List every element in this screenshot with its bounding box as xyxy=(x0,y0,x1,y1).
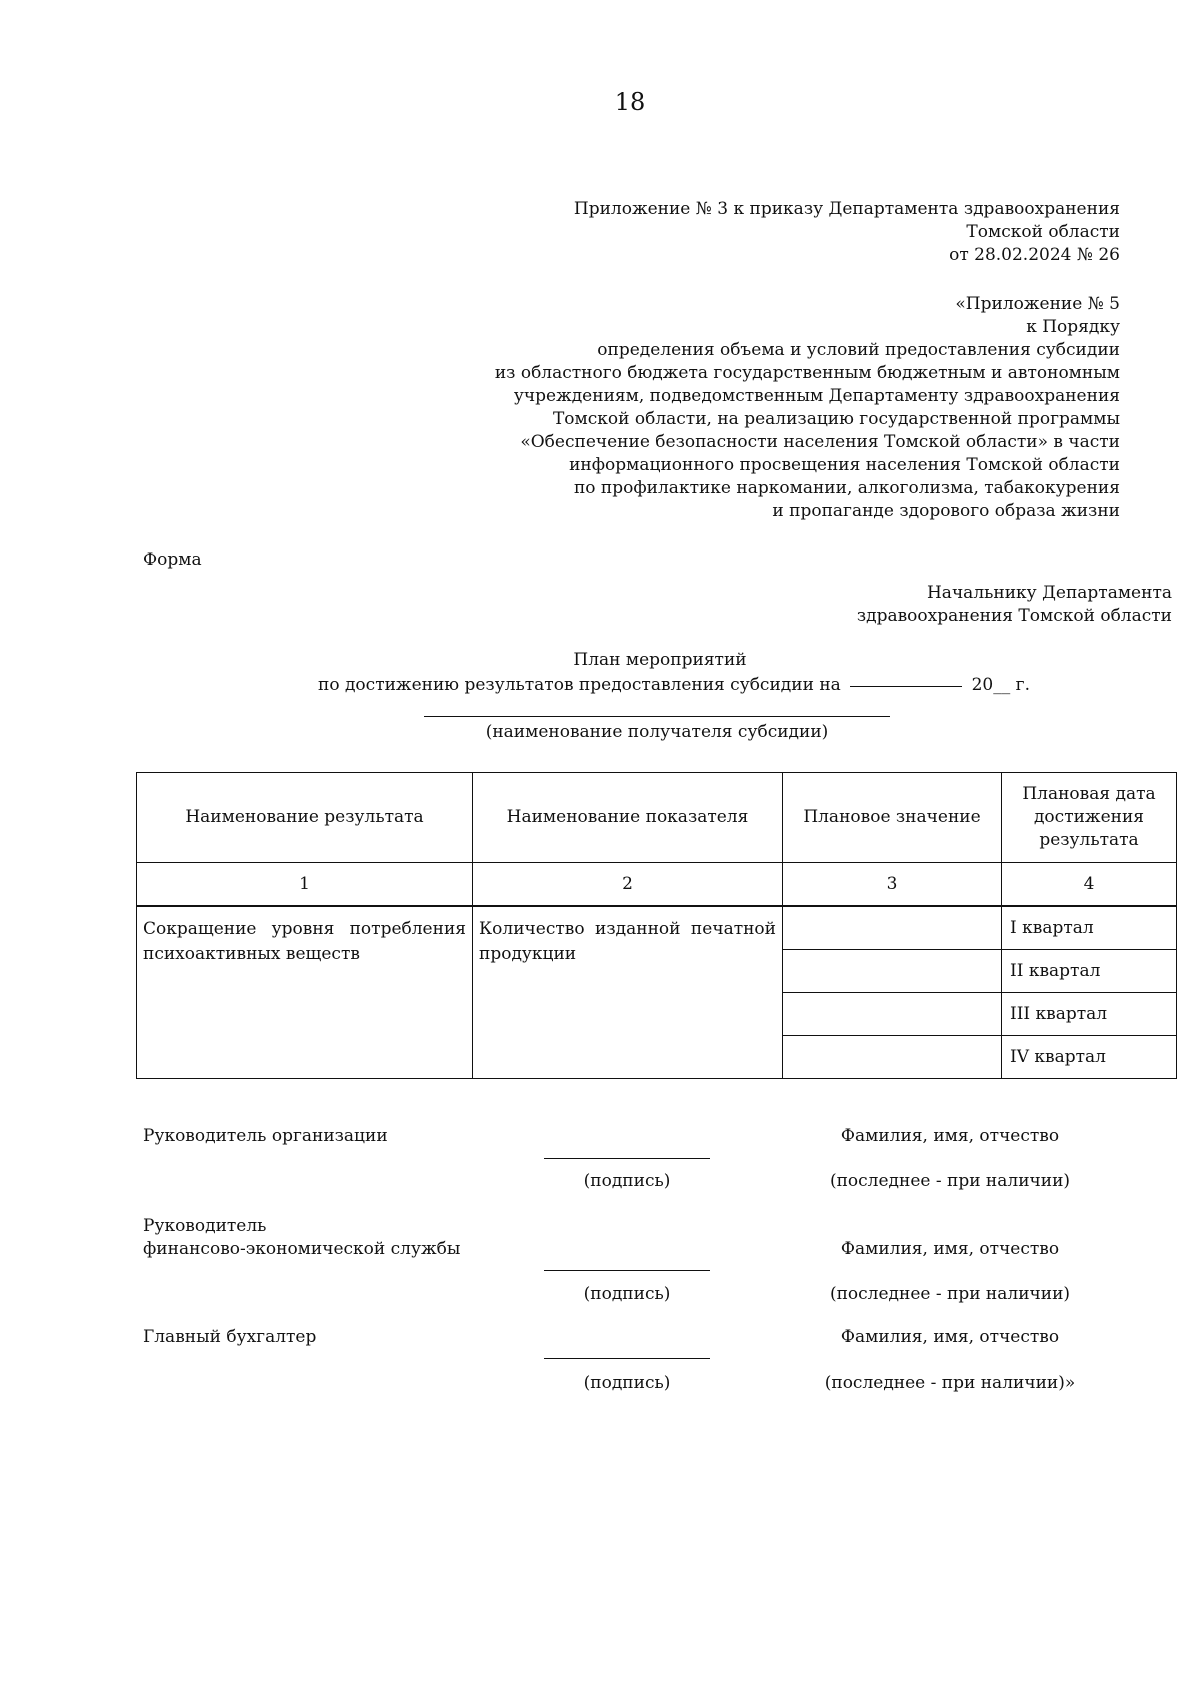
appendix-header-line: Приложение № 3 к приказу Департамента здравоохранения xyxy=(573,199,1120,219)
quarter-cell: III квартал xyxy=(1002,993,1177,1036)
plan-year: 20__ xyxy=(971,675,1011,695)
form-label: Форма xyxy=(143,550,202,570)
signature-line xyxy=(544,1270,710,1271)
signer-role-line: финансово-экономической службы xyxy=(143,1239,461,1259)
column-number: 1 xyxy=(137,863,473,907)
quarter-cell: IV квартал xyxy=(1002,1036,1177,1079)
addressee-line: Начальнику Департамента xyxy=(926,583,1172,603)
plan-subtitle-prefix: по достижению результатов предоставления субсидии на xyxy=(318,675,841,695)
signer-role-line: Руководитель xyxy=(143,1216,267,1236)
planned-value-cell[interactable] xyxy=(783,906,1002,950)
result-name-cell: Сокращение уровня потребления психоактивных веществ xyxy=(137,906,473,1079)
quarter-cell: II квартал xyxy=(1002,950,1177,993)
appendix-block-line: «Приложение № 5 xyxy=(955,294,1120,314)
header-planned-value: Плановое значение xyxy=(783,773,1002,863)
indicator-name-cell: Количество изданной печатной продукции xyxy=(473,906,783,1079)
header-planned-date: Плановая дата достижения результата xyxy=(1002,773,1177,863)
appendix-block-line: и пропаганде здорового образа жизни xyxy=(772,501,1120,521)
appendix-block-line: информационного просвещения населения Томской области xyxy=(569,455,1120,475)
plan-title: План мероприятий xyxy=(573,650,747,670)
appendix-block-line: к Порядку xyxy=(1026,317,1120,337)
header-indicator-name: Наименование показателя xyxy=(473,773,783,863)
column-number: 4 xyxy=(1002,863,1177,907)
addressee xyxy=(680,582,1172,628)
signature-caption: (подпись) xyxy=(583,1171,671,1191)
appendix-block-line: Томской области, на реализацию государственной программы xyxy=(552,409,1120,429)
addressee-line: здравоохранения Томской области xyxy=(856,606,1172,626)
table-number-row xyxy=(137,863,1177,907)
column-number: 3 xyxy=(783,863,1002,907)
planned-value-cell[interactable] xyxy=(783,1036,1002,1079)
appendix-block-line: «Обеспечение безопасности населения Томской области» в части xyxy=(520,432,1120,452)
table-header-row xyxy=(137,773,1177,863)
appendix-block-line: по профилактике наркомании, алкоголизма, табакокурения xyxy=(573,478,1120,498)
date-blank-line xyxy=(850,686,962,687)
plan-subtitle-suffix: г. xyxy=(1015,675,1030,695)
table-row xyxy=(137,906,1177,950)
recipient-caption: (наименование получателя субсидии) xyxy=(485,722,829,742)
appendix-header-line: от 28.02.2024 № 26 xyxy=(949,245,1120,265)
header-result-name: Наименование результата xyxy=(137,773,473,863)
signature-caption: (подпись) xyxy=(583,1373,671,1393)
signer-role: Руководитель организации xyxy=(143,1126,388,1146)
name-caption: (последнее - при наличии) xyxy=(829,1284,1071,1304)
name-label: Фамилия, имя, отчество xyxy=(840,1239,1060,1259)
appendix-block-line: из областного бюджета государственным бюджетным и автономным xyxy=(494,363,1120,383)
name-caption: (последнее - при наличии) xyxy=(829,1171,1071,1191)
planned-value-cell[interactable] xyxy=(783,993,1002,1036)
appendix-header xyxy=(480,198,1120,267)
appendix-block xyxy=(380,293,1120,523)
signature-caption: (подпись) xyxy=(583,1284,671,1304)
plan-table xyxy=(136,772,1177,1079)
page-number: 18 xyxy=(614,88,646,116)
signer-role: Главный бухгалтер xyxy=(143,1327,317,1347)
quarter-cell: I квартал xyxy=(1002,906,1177,950)
signature-line xyxy=(544,1358,710,1359)
name-caption: (последнее - при наличии)» xyxy=(824,1373,1076,1393)
appendix-header-line: Томской области xyxy=(966,222,1120,242)
name-label: Фамилия, имя, отчество xyxy=(840,1327,1060,1347)
planned-value-cell[interactable] xyxy=(783,950,1002,993)
name-label: Фамилия, имя, отчество xyxy=(840,1126,1060,1146)
recipient-name-line xyxy=(424,716,890,717)
appendix-block-line: учреждениям, подведомственным Департаменту здравоохранения xyxy=(513,386,1120,406)
plan-subtitle xyxy=(318,675,1030,695)
signature-line xyxy=(544,1158,710,1159)
appendix-block-line: определения объема и условий предоставления субсидии xyxy=(597,340,1120,360)
column-number: 2 xyxy=(473,863,783,907)
signer-role xyxy=(143,1215,460,1261)
